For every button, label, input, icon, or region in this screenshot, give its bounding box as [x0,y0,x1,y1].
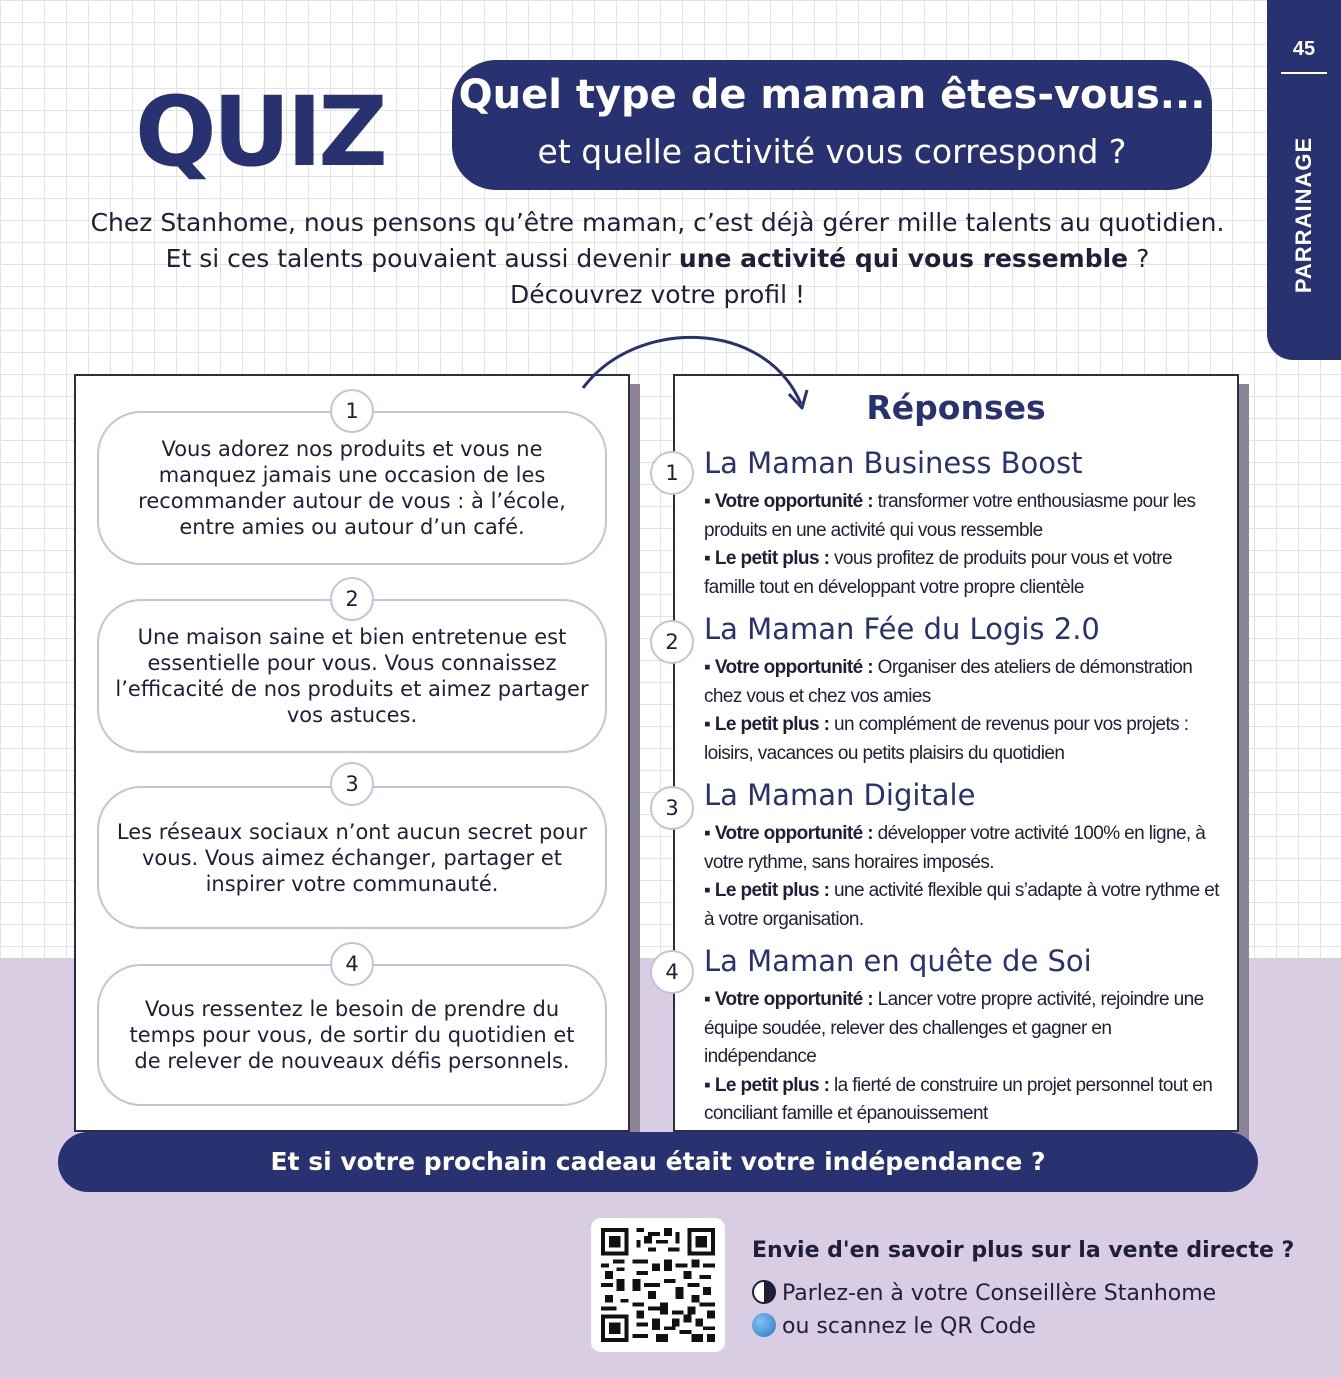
quiz-logo: QUIZ [135,76,384,188]
answer-body-4 [704,986,1224,1129]
answer-plus-3 [704,877,1224,934]
globe-icon [752,1313,776,1337]
opportunity-text: Lancer votre propre activité, rejoindre une équipe soudée, relever des challenges et gagner en indépendance [704,989,1204,1067]
opportunity-label: ▪ Votre opportunité : [704,657,873,678]
intro-text [50,205,1265,313]
answer-title-2: La Maman Fée du Logis 2.0 [704,612,1100,646]
opportunity-label: ▪ Votre opportunité : [704,491,873,512]
intro-line2-bold: une activité qui vous ressemble [678,244,1129,273]
question-text-2: Une maison saine et bien entretenue est essentielle pour vous. Vous connaissez l’efficacité de nos produits et aimez partager vos astuces. [115,625,589,727]
answer-opportunity-2 [704,654,1224,711]
question-text-1: Vous adorez nos produits et vous ne manquez jamais une occasion de les recommander autour de vous : à l’école, entre amies ou autour d’un café. [138,437,566,539]
plus-text: une activité flexible qui s’adapte à votre rythme et à votre organisation. [704,880,1219,930]
page-number: 45 [1292,38,1316,60]
answer-opportunity-3 [704,820,1224,877]
plus-label: ▪ Le petit plus : [704,714,830,735]
answer-opportunity-1 [704,488,1224,545]
info-line2-text: ou scannez le QR Code [782,1314,1036,1339]
moon-icon [752,1280,776,1304]
plus-label: ▪ Le petit plus : [704,1074,830,1096]
opportunity-label: ▪ Votre opportunité : [704,989,873,1010]
side-tab [1267,0,1341,360]
title-line1: Quel type de maman êtes-vous... [458,72,1206,118]
plus-text: vous profitez de produits pour vous et votre famille tout en développant votre propre clientèle [704,548,1172,598]
answer-plus-1 [704,545,1224,602]
title-banner [452,60,1212,190]
question-card-3 [97,786,607,929]
info-title: Envie d'en savoir plus sur la vente directe ? [752,1238,1295,1263]
info-line-qr [752,1313,1036,1339]
tab-divider [1281,72,1327,74]
answer-number-2: 2 [650,620,694,664]
answer-number-4: 4 [650,950,694,994]
qr-code-icon [601,1228,715,1342]
intro-line2-start: Et si ces talents pouvaient aussi devenir [165,244,679,273]
cta-banner: Et si votre prochain cadeau était votre indépendance ? [58,1132,1258,1192]
info-line-advisor [752,1280,1216,1306]
question-number-2: 2 [330,577,374,621]
title-line2: et quelle activité vous correspond ? [537,132,1127,171]
answer-number-3: 3 [650,786,694,830]
question-card-1 [97,411,607,565]
answer-title-1: La Maman Business Boost [704,446,1083,480]
answer-body-2 [704,654,1224,768]
opportunity-text: Organiser des ateliers de démonstration chez vous et chez vos amies [704,657,1193,707]
answer-number-1: 1 [650,451,694,495]
question-text-4: Vous ressentez le besoin de prendre du temps pour vous, de sortir du quotidien et de relever de nouveaux défis personnels. [129,997,575,1073]
question-number-3: 3 [330,762,374,806]
opportunity-label: ▪ Votre opportunité : [704,823,873,844]
answers-title: Réponses [866,388,1046,427]
plus-text: un complément de revenus pour vos projets : loisirs, vacances ou petits plaisirs du quotidien [704,714,1189,764]
intro-line2 [50,241,1265,277]
answer-body-1 [704,488,1224,602]
section-label: PARRAINAGE [1291,136,1316,294]
plus-text: la fierté de construire un projet personnel tout en conciliant famille et épanouissement [704,1074,1213,1124]
answer-title-4: La Maman en quête de Soi [704,944,1092,978]
answer-body-3 [704,820,1224,934]
question-number-4: 4 [330,942,374,986]
answer-plus-2 [704,711,1224,768]
question-card-2 [97,599,607,753]
answer-title-3: La Maman Digitale [704,778,976,812]
info-line1-text: Parlez-en à votre Conseillère Stanhome [782,1281,1217,1306]
answer-plus-4 [704,1072,1224,1129]
intro-line1: Chez Stanhome, nous pensons qu’être maman, c’est déjà gérer mille talents au quotidien. [90,208,1225,237]
opportunity-text: développer votre activité 100% en ligne, à votre rythme, sans horaires imposés. [704,823,1206,873]
answer-opportunity-4 [704,986,1224,1072]
plus-label: ▪ Le petit plus : [704,880,830,901]
qr-code[interactable] [591,1218,725,1352]
opportunity-text: transformer votre enthousiasme pour les produits en une activité qui vous ressemble [704,491,1196,541]
plus-label: ▪ Le petit plus : [704,548,830,569]
intro-line2-end: ? [1128,244,1150,273]
question-number-1: 1 [330,389,374,433]
question-text-3: Les réseaux sociaux n’ont aucun secret pour vous. Vous aimez échanger, partager et inspirer votre communauté. [116,819,588,896]
intro-line3: Découvrez votre profil ! [510,280,805,309]
